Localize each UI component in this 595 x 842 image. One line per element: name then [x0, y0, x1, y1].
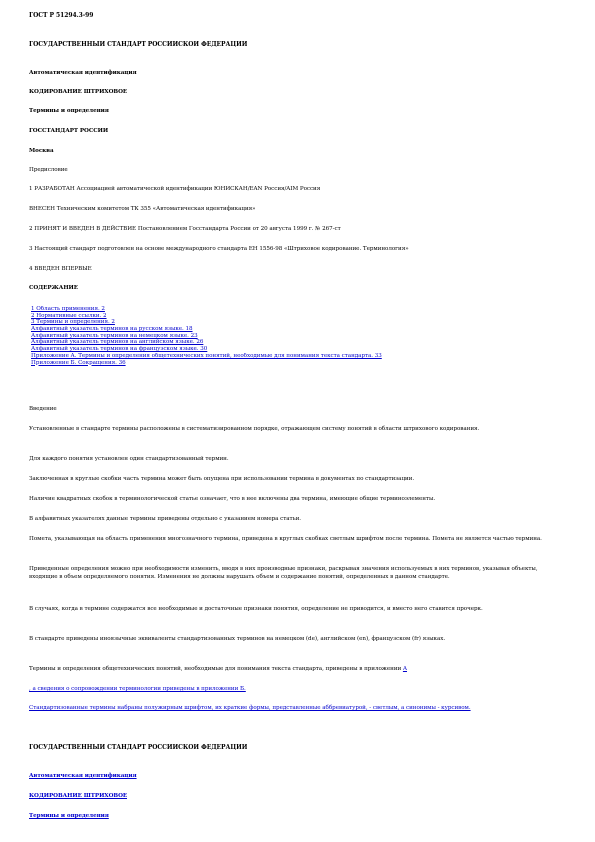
intro-paragraph: Заключенная в круглые скобки часть термина может быть опущена при использовании термина в документах по стандартизации. [29, 476, 415, 482]
toc-heading: СОДЕРЖАНИЕ [29, 285, 78, 291]
standard-subject: КОДИРОВАНИЕ ШТРИХОВОЕ [29, 89, 128, 95]
intro-paragraph: Помета, указывающая на область применения многозначного термина, приведена в круглых скобках светлым шрифтом после термина. Помета не является частью термина. [29, 536, 542, 542]
toc-link-index-fr[interactable]: Алфавитный указатель терминов на французском языке. 30 [31, 346, 208, 353]
publication-city: Москва [29, 148, 54, 154]
repeat-subject-link[interactable]: КОДИРОВАНИЕ ШТРИХОВОЕ [29, 793, 128, 799]
intro-paragraph: Приведенные определения можно при необходимости изменить, вводя в них производные признаки, раскрывая значения используемых в них терминов, указывая объекты, входящие в объем определяемого понятия. Изменения не должны нарушать объем и содержание понятий, определенных в данном стандарте. [29, 566, 538, 580]
toc-link-index-de[interactable]: Алфавитный указатель терминов на немецком языке. 23 [31, 332, 198, 339]
appendix-a-link[interactable]: А [402, 666, 408, 672]
style-note-link[interactable]: Стандартизованные термины набраны полужирным шрифтом, их краткие формы, представленные аббревиатурой, - светлым, а синонимы - курсивом. [29, 705, 471, 711]
intro-paragraph: Установленные в стандарте термины расположены в систематизированном порядке, отражающем систему понятий в области штрихового кодирования. [29, 426, 480, 432]
intro-paragraph: Наличие квадратных скобок в терминологической статье означает, что в нее включены два термина, имеющие общие терминоэлементы. [29, 496, 436, 502]
toc-link-index-en[interactable]: Алфавитный указатель терминов на английском языке. 26 [31, 339, 204, 346]
intro-paragraph: В стандарте приведены иноязычные эквиваленты стандартизованных терминов на немецком (de), английском (en), французском (fr) языках. [29, 636, 446, 642]
intro-paragraph-appendix [29, 665, 407, 673]
repeat-state-standard-title: ГОСУДАРСТВЕННЫЙ СТАНДАРТ РОССИЙСКОЙ ФЕДЕРАЦИИ [29, 744, 248, 751]
foreword-item: ВНЕСЕН Техническим комитетом ТК 355 «Автоматическая идентификация» [29, 206, 256, 212]
appendix-sentence: Термины и определения общетехнических понятий, необходимые для понимания текста стандарта, приведены в приложении [29, 666, 403, 672]
intro-paragraph: В случаях, когда в термине содержатся все необходимые и достаточные признаки понятия, определение не приводится, и вместо него ставится прочерк. [29, 606, 483, 612]
introduction-heading: Введение [29, 406, 57, 412]
foreword-item: 4 ВВЕДЕН ВПЕРВЫЕ [29, 266, 92, 272]
repeat-kind-link[interactable]: Термины и определения [29, 813, 109, 819]
foreword-heading: Предисловие [29, 167, 68, 173]
toc-link-appendix-a[interactable]: Приложение А. Термины и определения общетехнических понятий, необходимые для понимания текста стандарта. 33 [31, 352, 382, 359]
standard-kind: Термины и определения [29, 108, 109, 114]
toc-link-appendix-b[interactable]: Приложение Б. Сокращения. 36 [31, 359, 126, 366]
intro-paragraph: В алфавитных указателях данные термины приведены отдельно с указанием номера статьи. [29, 516, 301, 522]
foreword-item: 3 Настоящий стандарт подготовлен на основе международного стандарта ЕН 1556-98 «Штриховое кодирование. Терминология» [29, 246, 409, 252]
intro-paragraph: Для каждого понятия установлен один стандартизованный термин. [29, 456, 229, 462]
repeat-area-link[interactable]: Автоматическая идентификация [29, 773, 137, 779]
appendix-b-link[interactable]: , а сведения о сопровождении терминологии приведены в приложении Б. [29, 686, 246, 692]
doc-id: ГОСТ Р 51294.3-99 [29, 12, 94, 19]
standard-area: Автоматическая идентификация [29, 70, 137, 76]
publisher: ГОССТАНДАРТ РОССИИ [29, 128, 109, 134]
state-standard-title: ГОСУДАРСТВЕННЫЙ СТАНДАРТ РОССИЙСКОЙ ФЕДЕРАЦИИ [29, 41, 248, 48]
table-of-contents [31, 306, 382, 366]
toc-link-terms[interactable]: 3 Термины и определения. 2 [31, 319, 115, 326]
toc-link-index-ru[interactable]: Алфавитный указатель терминов на русском языке. 18 [31, 326, 193, 333]
foreword-item: 2 ПРИНЯТ И ВВЕДЕН В ДЕЙСТВИЕ Постановлением Госстандарта России от 20 августа 1999 г. № 267-ст [29, 226, 341, 232]
foreword-item: 1 РАЗРАБОТАН Ассоциацией автоматической идентификации ЮНИСКАН/EAN Россия/AIM Россия [29, 186, 321, 192]
toc-link-scope[interactable]: 1 Область применения. 2 [31, 306, 105, 312]
toc-link-references[interactable]: 2 Нормативные ссылки. 2 [31, 312, 107, 319]
